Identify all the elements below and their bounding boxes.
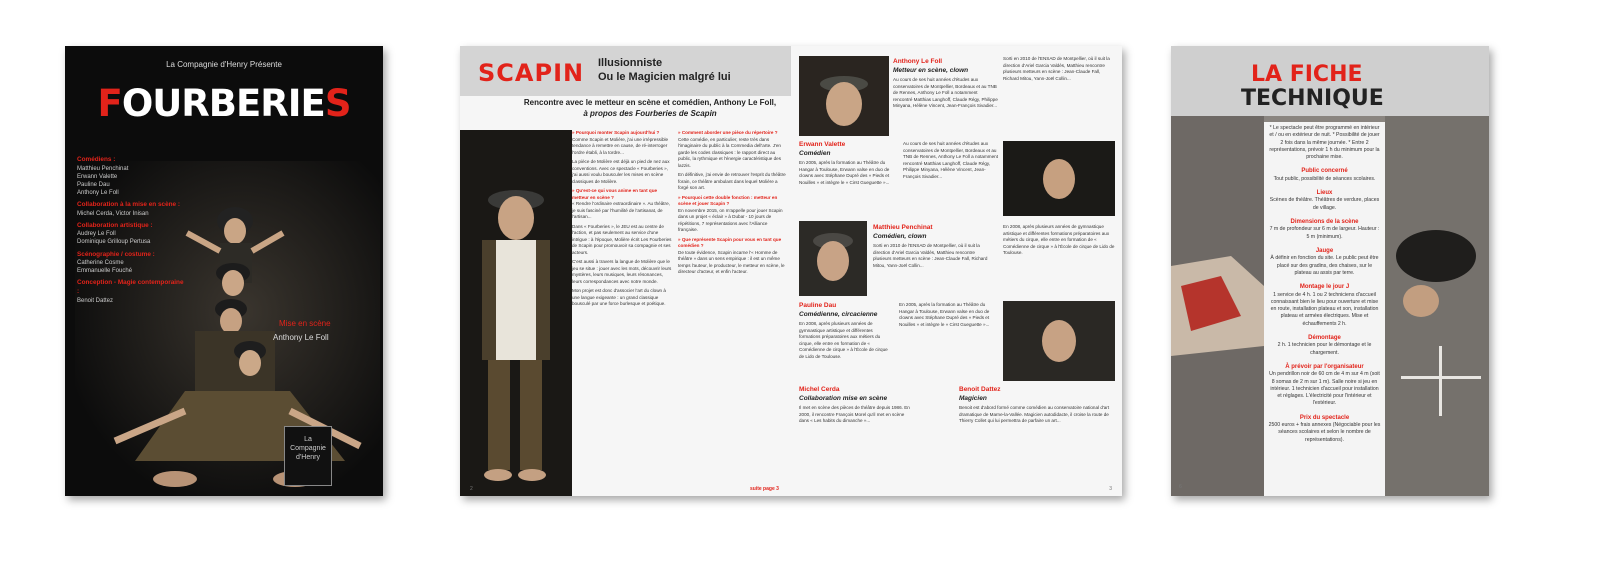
- left-page: [460, 46, 791, 496]
- cover-title-first-letter: F: [97, 82, 122, 125]
- credit-line: Catherine Cosme: [77, 260, 124, 267]
- tech-title-2: TECHNIQUE: [1241, 86, 1384, 111]
- credit-heading: Collaboration artistique :: [77, 221, 153, 229]
- interview-answer: C'est aussi à travers la langue de Molière que le jeu se situe : jouer avec les mots, découvrir leurs mystères, leurs musiques, leurs résonances, leurs correspondances avec notre monde.: [572, 259, 672, 284]
- actor-bio: En 2005, après la formation au Théâtre du Hangar à Toulouse, Erwann valse en duo de clowns avec Stéphane Dupré des « Pieds et Nouilles » et intègre le « Cirst Gueguette »...: [799, 160, 890, 185]
- tech-section-heading: Public concerné: [1301, 168, 1348, 175]
- interview-paragraph: [678, 172, 786, 192]
- tech-section-heading: Prix du spectacle: [1299, 414, 1350, 421]
- logo-line: d'Henry: [296, 454, 320, 462]
- interview-answer: Mon projet est donc d'associer l'art du clown à une langue exigeante : un grand classique bousculé par une force burlesque et poétique.: [572, 288, 666, 307]
- tech-section-heading: Montage le jour J: [1299, 284, 1350, 291]
- cover-title-end: S: [324, 82, 351, 125]
- credit-heading: Scénographie / costume :: [77, 250, 155, 258]
- right-page: [791, 46, 1122, 496]
- interview-paragraph: [678, 237, 786, 276]
- interview-paragraph: [678, 130, 786, 169]
- page-number-right: 3: [1109, 486, 1112, 492]
- credit-line: Matthieu Penchinat: [77, 165, 129, 172]
- interview-paragraph: [572, 259, 672, 285]
- actor-name: Michel Cerda: [799, 386, 840, 393]
- actor-photo-pauline: [1003, 301, 1115, 381]
- tech-sections: [1268, 167, 1381, 444]
- actor-bio-continued: Sorti en 2010 de l'ENSAD de Montpellier, où il suit la direction d'Ariel Garcia Valdès, Matthieu rencontre plusieurs metteurs en scène : Jean-Claude Fall, Richard Mitou, Yann-Joël Collin...: [1003, 56, 1110, 81]
- interview-column-2: [678, 130, 786, 490]
- tech-section-heading: Jauge: [1315, 247, 1334, 254]
- tech-sheet-page: [1171, 46, 1489, 496]
- actor-photo-anthony: [799, 56, 889, 136]
- credits-block: [77, 152, 187, 305]
- actor-name: Benoit Dattez: [959, 386, 1001, 393]
- credit-line: Emmanuelle Fouché: [77, 268, 133, 275]
- tech-section-text: 2 h. 1 technicien pour le démontage et le chargement.: [1277, 342, 1372, 356]
- interview-answer: De toute évidence, Scapin incarne l'« Homme de théâtre » dans un sens empirique : il est un même temps l'auteur, le producteur, le metteur en scène, le directeur d'acteur, et enfin l'acteur.: [678, 249, 785, 275]
- interview-question: » Pourquoi monter Scapin aujourd'hui ?: [572, 130, 660, 135]
- interview-question: » Pourquoi cette double fonction : metteur en scène et jouer Scapin ?: [678, 194, 778, 207]
- tech-section-text: 7 m de profondeur sur 6 m de largeur. Hauteur : 5 m (minimum).: [1269, 226, 1380, 240]
- actor-bio: Au cours de ses huit années d'études aux conservatoires de Montpellier, Bordeaux et au TNB de Rennes, Anthony Le Foll a notamment rencontré Matthias Langhoff, Claude Régy, Philippe Minyana, Hélène Vincent, Jean-François Sivadier...: [893, 77, 998, 109]
- interview-answer: En définitive, j'ai envie de retrouver l'esprit du théâtre forain, ce théâtre ambulant dans lequel Molière a forgé son art.: [678, 172, 786, 191]
- tech-section-text: 2500 euros + frais annexes (Négociable pour les séances scolaires et selon le nombre de représentations).: [1268, 422, 1381, 443]
- actor-role: Comédien, clown: [873, 233, 927, 240]
- cover-page: [65, 46, 383, 496]
- page-number-left: 2: [470, 486, 473, 492]
- actor-bio-continued: En 2008, après plusieurs années de gymnastique artistique et différentes formations préparatoires aux métiers du cirque, elle entre en formation de « Comédienne de cirque » à l'École de cirque de Lido de Toulouse.: [1003, 224, 1115, 256]
- credit-line: Benoit Dattez: [77, 297, 114, 304]
- actor-photo-erwann: [799, 221, 867, 296]
- interview-answer: En novembre 2015, on m'appelle pour jouer Scapin dans un projet « éclair » à Dubaï - 10 jours de répétitions, 7 représentations avec l'Alliance française.: [678, 207, 783, 233]
- headline-2: Ou le Magicien malgré lui: [598, 71, 731, 83]
- page-number: 6: [1179, 484, 1182, 490]
- tech-info-panel: [1264, 122, 1385, 496]
- tech-intro: * Le spectacle peut être programmé en intérieur et / ou en extérieur de nuit. * Possibilité de jouer 2 fois dans la même journée. * Entre 2 représentations, prévoir 1 h du minimum pour la prochaine mise.: [1269, 125, 1380, 161]
- interview-answer: Comme Scapin et Molière, j'ai une irrépressible tendance à remettre en cause, de ré-interroger l'ordre établi, à la tordre...: [572, 136, 669, 155]
- actor-role: Comédien: [799, 150, 831, 157]
- actor-role: Collaboration mise en scène: [799, 395, 888, 402]
- interview-paragraph: [572, 224, 672, 257]
- credit-heading: Conception - Magie contemporaine :: [77, 279, 184, 296]
- director-name: Anthony Le Foll: [273, 333, 329, 342]
- brand-title: SCAPIN: [478, 59, 585, 87]
- tech-section-heading: À prévoir par l'organisateur: [1285, 363, 1364, 370]
- interview-answer: La pièce de Molière est déjà un pied de nez aux conventions. Avec ce spectacle « Fourberies », j'ai aussi voulu bousculer les mises en scène classiques de Molière.: [572, 159, 670, 184]
- tech-title-1: LA FICHE: [1251, 62, 1363, 87]
- credit-heading: Comédiens :: [77, 156, 116, 163]
- actor-photo-matthieu: [1003, 141, 1115, 216]
- credit-line: Dominique Grilloup Pertusa: [77, 239, 151, 246]
- interview-question: » Que représente Scapin pour vous en tant que comédien ?: [678, 236, 782, 249]
- tech-section-text: Tout public, possibilité de séances scolaires.: [1273, 175, 1376, 182]
- actor-bio-continued: En 2005, après la formation au Théâtre du Hangar à Toulouse, Erwann valse en duo de clowns avec Stéphane Dupré des « Pieds et Nouilles » et intègre le « Cirst Gueguette »...: [899, 302, 990, 327]
- actor-bio: Benoit est d'abord formé comme comédien au conservatoire national d'art dramatique de Marne-la-Vallée. Magicien autodidacte, il croise la route de Thierry Collet qui lui permettra de parfaire un art...: [959, 405, 1110, 424]
- interview-paragraph: [572, 188, 672, 221]
- cover-title: [65, 82, 383, 125]
- credit-heading: Collaboration à la mise en scène :: [77, 201, 180, 209]
- interview-answer: Cette comédie, en particulier, reste très dans l'imaginaire du public à la Commedia dell'arte. J'en garde les codes classiques : le rapport direct au public, la rythmique et l'énergie caractéristique des lazzis.: [678, 136, 782, 168]
- mise-en-scene-label: Mise en scène: [279, 319, 331, 328]
- actor-bio: En 2008, après plusieurs années de gymnastique artistique et différentes formations préparatoires aux métiers du cirque, elle entre en formation de « Comédienne de cirque » à l'École de cirque de Lido de Toulouse.: [799, 321, 888, 359]
- actor-photo-main: [460, 130, 572, 496]
- tech-section-text: Un pendrillon noir de 60 cm de 4 m sur 4 m (soit 8 somas de 2 m sur 1 m). Salle noire si jeu en intérieur. 1 technicien d'accueil pour installation et réglages. L'électricité pour l'intérieur et l'extérieur.: [1269, 371, 1380, 407]
- subtitle-2: à propos des Fourberies de Scapin: [583, 109, 717, 118]
- company-logo: [284, 426, 332, 486]
- actor-bio: Sorti en 2010 de l'ENSAD de Montpellier, où il suit la direction d'Ariel Garcia Valdès, Matthieu rencontre plusieurs metteurs en scène : Jean-Claude Fall, Richard Mitou, Yann-Joël Collin...: [873, 243, 988, 268]
- actor-role: Comédienne, circacienne: [799, 311, 878, 318]
- credit-line: Michel Cerda, Victor Inisan: [77, 210, 149, 217]
- interview-paragraph: [572, 130, 672, 156]
- logo-line: La: [304, 436, 312, 443]
- actor-name: Pauline Dau: [799, 302, 837, 309]
- actor-role: Magicien: [959, 395, 987, 402]
- interview-answer: « Rendre l'ordinaire extraordinaire ». Au théâtre, je suis fasciné par l'humilité de l'artisanat, de l'artisan...: [572, 201, 670, 220]
- interview-answer: Dans « Fourberies », le JEU est au centre de l'action, et pas seulement au service d'une intrigue : à l'époque, Molière écrit Les Fourberies de Scapin pour promouvoir sa compagnie et ses acteurs.: [572, 223, 672, 255]
- interview-paragraph: [572, 288, 672, 308]
- tech-section-heading: Démontage: [1308, 335, 1341, 342]
- credit-line: Pauline Dau: [77, 181, 110, 188]
- actor-name: Matthieu Penchinat: [873, 224, 933, 231]
- cover-title-rest: OURBERIE: [121, 82, 325, 125]
- credit-line: Audrey Le Foll: [77, 231, 116, 238]
- actor-bio-continued: Au cours de ses huit années d'études aux conservatoires de Montpellier, Bordeaux et au TNB de Rennes, Anthony Le Foll a notamment rencontré Matthias Langhoff, Claude Régy, Philippe Minyana, Hélène Vincent, Jean-François Sivadier...: [903, 141, 998, 179]
- interview-paragraph: [678, 195, 786, 234]
- interview-question: » Comment aborder une pièce du répertoire ?: [678, 130, 778, 135]
- tech-section-heading: Dimensions de la scène: [1290, 219, 1359, 226]
- interview-question: » Qu'est-ce qui vous anime en tant que metteur en scène ?: [572, 188, 658, 200]
- interview-column-1: [572, 130, 672, 490]
- credit-line: Erwann Valette: [77, 173, 118, 180]
- tech-section-text: 1 service de 4 h. 1 ou 2 techniciens d'accueil connaissant bien le lieu pour ouverture et mise en route, installation plateau et son, installation plateau et armées électriques. Mise et échauffements 2 h.: [1270, 291, 1379, 327]
- tech-section-text: Scènes de théâtre. Théâtres de verdure, places de village.: [1269, 197, 1380, 211]
- tech-section-heading: Lieux: [1316, 190, 1333, 197]
- presents-line: La Compagnie d'Henry Présente: [166, 60, 282, 69]
- headline-1: Illusionniste: [598, 57, 663, 69]
- actor-role: Metteur en scène, clown: [893, 67, 969, 74]
- interview-spread: [460, 46, 1122, 496]
- actor-name: Erwann Valette: [799, 141, 846, 148]
- interview-paragraph: [572, 159, 672, 185]
- credit-line: Anthony Le Foll: [77, 189, 119, 196]
- logo-line: Compagnie: [290, 445, 326, 453]
- continued-link[interactable]: suite page 3: [750, 486, 779, 492]
- tech-section-text: À définir en fonction du site. Le public peut être placé sur des gradins, des chaises, sur le plateau au assis par terre.: [1270, 255, 1379, 276]
- cover-title-main: [98, 82, 325, 125]
- actor-bio: Il met en scène des pièces de théâtre depuis 1986. En 2000, il rencontre François Morel qu'il met en scène dans « Les habits du dimanche »...: [799, 405, 910, 424]
- actor-name: Anthony Le Foll: [893, 58, 943, 65]
- subtitle-1: Rencontre avec le metteur en scène et comédien, Anthony Le Foll,: [523, 98, 777, 107]
